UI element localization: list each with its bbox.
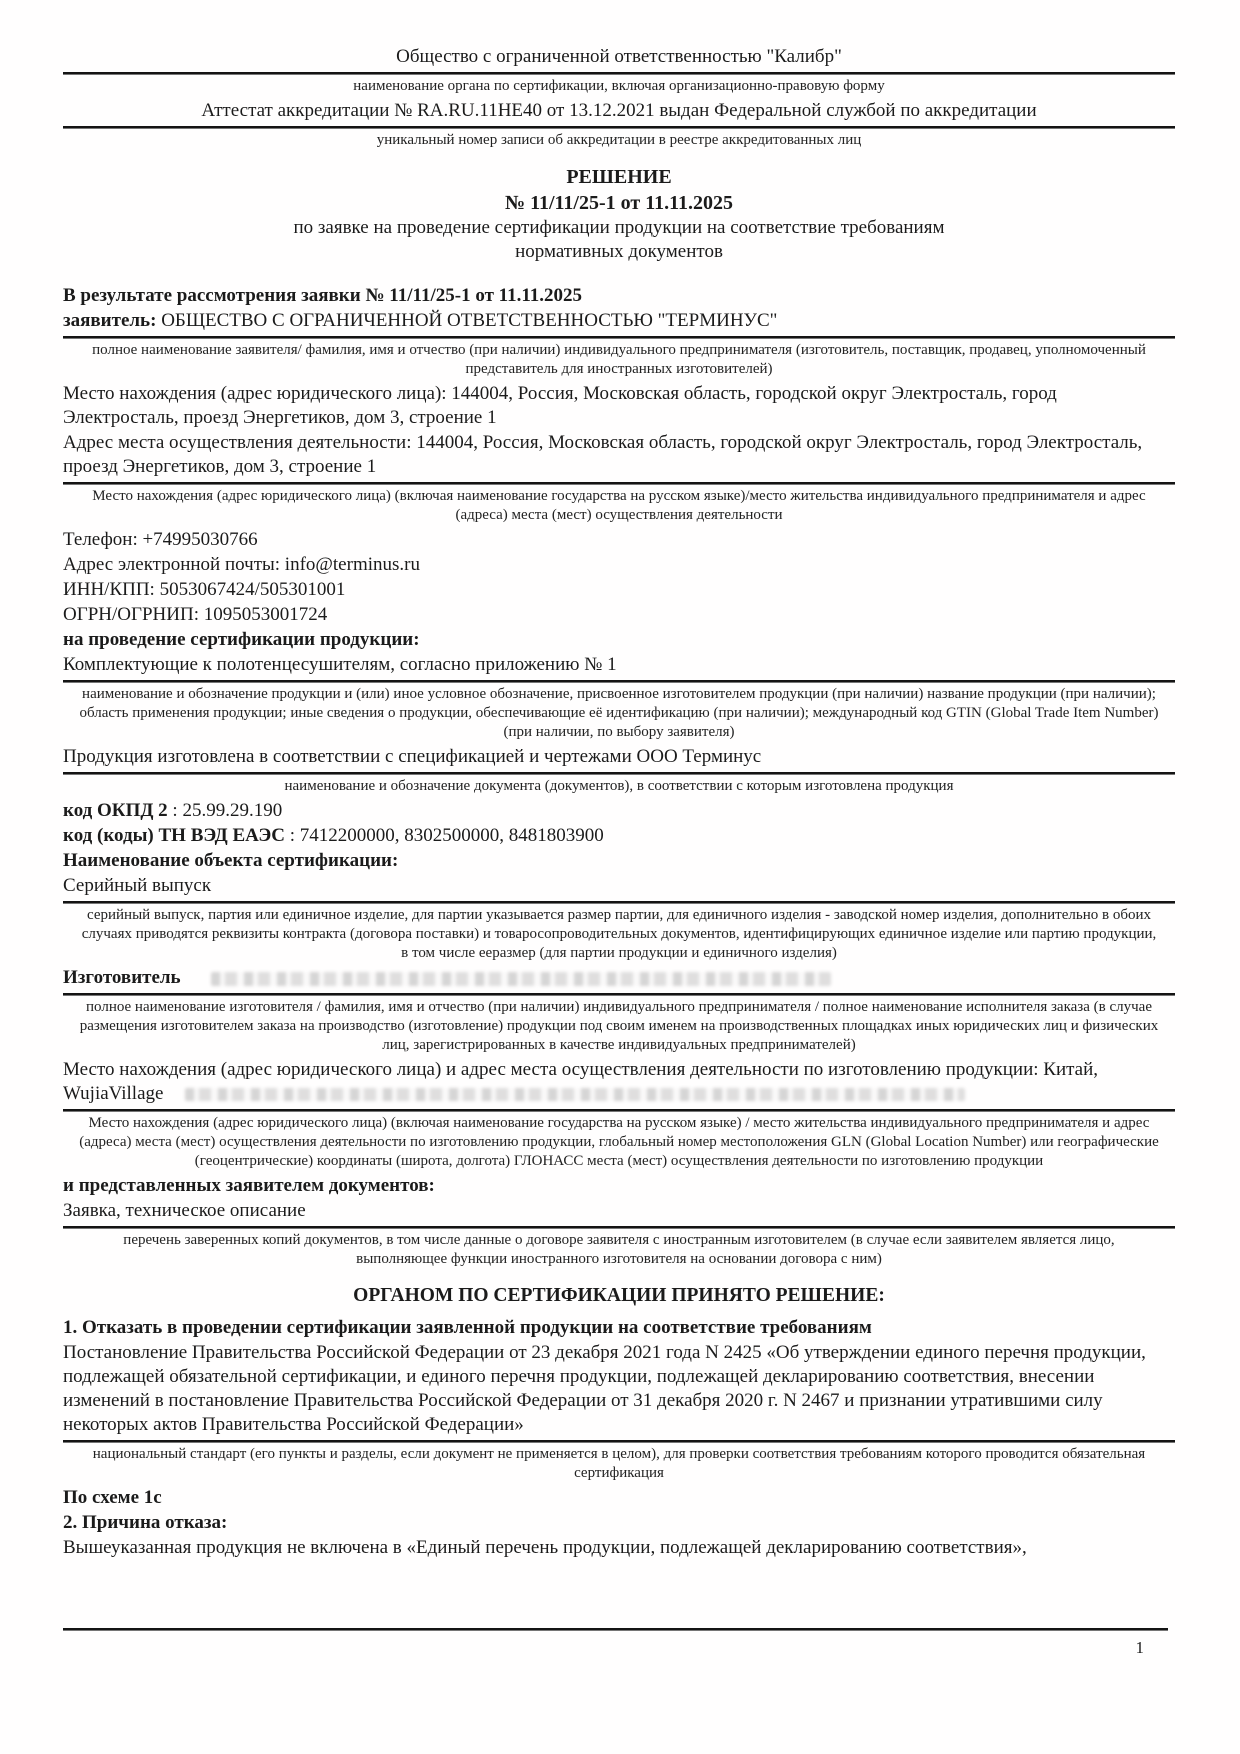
applicant-legal-address: Место нахождения (адрес юридического лица): 144004, Россия, Московская область, городской округ Электросталь, город Электросталь, проезд Энергетиков, дом 3, строение 1 bbox=[63, 383, 1057, 428]
product-name-caption: наименование и обозначение продукции и (или) иное условное обозначение, присвоенное изготовителем продукции (при наличии) название продукции (при наличии); область применения продукции; иные сведения о продукции, обеспечивающие её идентификацию (при наличии); международный код GTIN (Global Trade Item Number) (при наличии, по выбору заявителя) bbox=[79, 686, 1159, 740]
manufacturer-address-value: Китай, WujiaVillage bbox=[63, 1059, 1099, 1104]
decision-item1-label: 1. Отказать в проведении сертификации заявленной продукции на соответствие требованиям bbox=[63, 1317, 872, 1338]
manufacturer-address bbox=[63, 1058, 1175, 1106]
certification-object-value: Серийный выпуск bbox=[63, 875, 212, 896]
decision-heading: ОРГАНОМ ПО СЕРТИФИКАЦИИ ПРИНЯТО РЕШЕНИЕ: bbox=[353, 1285, 885, 1306]
manufacturer-caption: полное наименование изготовителя / фамилия, имя и отчество (при наличии) индивидуального предпринимателя / полное наименование исполнителя заказа (в случае размещения изготовителем заказа на производство (изготовление) продукции под своим именем на производственных площадках иных юридических лиц и физических лиц, зарегистрированных в качестве индивидуальных предпринимателей) bbox=[79, 999, 1159, 1053]
divider-line bbox=[63, 680, 1175, 683]
applicant-caption: полное наименование заявителя/ фамилия, имя и отчество (при наличии) индивидуального предпринимателя (изготовитель, поставщик, продавец, уполномоченный представитель для иностранных изготовителей) bbox=[92, 342, 1146, 377]
document-number: № 11/11/25-1 от 11.11.2025 bbox=[504, 192, 734, 214]
applicant-email: Адрес электронной почты: info@terminus.ru bbox=[63, 554, 420, 575]
divider-line bbox=[63, 336, 1175, 339]
decision-scheme: По схеме 1с bbox=[63, 1487, 162, 1508]
product-name: Комплектующие к полотенцесушителям, согласно приложению № 1 bbox=[63, 654, 617, 675]
decision-standard-caption: национальный стандарт (его пункты и разделы, если документ не применяется в целом), для проверки соответствия требованиям которого проводится обязательная сертификация bbox=[92, 1446, 1146, 1481]
divider-line bbox=[63, 1440, 1175, 1443]
applicant-address-caption: Место нахождения (адрес юридического лица) (включая наименование государства на русском языке)/место жительства индивидуального предпринимателя и адрес (адреса) места (мест) осуществления деятельности bbox=[92, 488, 1146, 523]
manufacturer-address-caption: Место нахождения (адрес юридического лица) (включая наименование государства на русском языке) / место жительства индивидуального предпринимателя и адрес (адреса) места (мест) осуществления деятельности по изготовлению продукции, глобальный номер местоположения GLN (Global Location Number) или географические (геоцентрические) координаты (широта, долгота) ГЛОНАСС места (мест) осуществления деятельности по изготовлению продукции bbox=[79, 1115, 1159, 1169]
okpd-code-line bbox=[63, 799, 1175, 823]
applicant-value: ОБЩЕСТВО С ОГРАНИЧЕННОЙ ОТВЕТСТВЕННОСТЬЮ "ТЕРМИНУС" bbox=[156, 310, 778, 331]
documents-label: и представленных заявителем документов: bbox=[63, 1175, 435, 1196]
document-subtitle-line1: по заявке на проведение сертификации продукции на соответствие требованиям bbox=[293, 217, 945, 238]
product-doc-caption: наименование и обозначение документа (документов), в соответствии с которым изготовлена продукция bbox=[284, 778, 954, 794]
okpd-code-label: код ОКПД 2 bbox=[63, 800, 168, 821]
tnved-code-label: код (коды) ТН ВЭД ЕАЭС bbox=[63, 825, 286, 846]
applicant-label: заявитель: bbox=[63, 310, 157, 331]
manufacturer-line bbox=[63, 966, 1175, 990]
document-title-block bbox=[63, 164, 1175, 264]
divider-line bbox=[63, 482, 1175, 485]
scan-bleed-artifact bbox=[185, 1088, 965, 1101]
certification-body-name: Общество с ограниченной ответственностью "Калибр" bbox=[396, 46, 842, 67]
divider-line bbox=[63, 901, 1175, 904]
applicant-line bbox=[63, 309, 1175, 333]
divider-line bbox=[63, 126, 1175, 129]
divider-line bbox=[63, 993, 1175, 996]
divider-line bbox=[63, 772, 1175, 775]
applicant-ogrn: ОГРН/ОГРНИП: 1095053001724 bbox=[63, 604, 328, 625]
applicant-phone: Телефон: +74995030766 bbox=[63, 529, 258, 550]
okpd-code-value: : 25.99.29.190 bbox=[167, 800, 283, 821]
applicant-inn-kpp: ИНН/КПП: 5053067424/505301001 bbox=[63, 579, 346, 600]
footer-divider-line bbox=[63, 1628, 1168, 1631]
page-number: 1 bbox=[1135, 1638, 1144, 1657]
divider-line bbox=[63, 1226, 1175, 1229]
accreditation-caption: уникальный номер записи об аккредитации в реестре аккредитованных лиц bbox=[376, 132, 862, 148]
document-title: РЕШЕНИЕ bbox=[566, 166, 672, 188]
decision-item1-text: Постановление Правительства Российской Федерации от 23 декабря 2021 года N 2425 «Об утверждении единого перечня продукции, подлежащей обязательной сертификации, и единого перечня продукции, подлежащей декларированию соответствия, внесении изменений в постановление Правительства Российской Федерации от 31 декабря 2020 г. N 2467 и признании утратившими силу некоторых актов Правительства Российской Федерации» bbox=[63, 1342, 1146, 1435]
scan-bleed-artifact bbox=[211, 972, 831, 986]
certification-object-label: Наименование объекта сертификации: bbox=[63, 850, 399, 871]
documents-caption: перечень заверенных копий документов, в том числе данные о договоре заявителя с иностранным изготовителем (в случае если заявителем является лицо, выполняющее функции иностранного изготовителя на основании договора с ним) bbox=[123, 1232, 1115, 1267]
documents-value: Заявка, техническое описание bbox=[63, 1200, 306, 1221]
tnved-code-line bbox=[63, 824, 1175, 848]
manufacturer-address-intro: Место нахождения (адрес юридического лица) и адрес места осуществления деятельности по изготовлению продукции: bbox=[63, 1059, 1039, 1080]
certification-body-caption: наименование органа по сертификации, включая организационно-правовую форму bbox=[353, 78, 885, 94]
certification-object-caption: серийный выпуск, партия или единичное изделие, для партии указывается размер партии, для единичного изделия - заводской номер изделия, дополнительно в обоих случаях приводятся реквизиты контракта (договора поставки) и товаросопроводительных документов, идентифицирующих единичное изделие или партию продукции, в том числе ееразмер (для партии продукции и единичного изделия) bbox=[81, 907, 1157, 961]
decision-item2-text: Вышеуказанная продукция не включена в «Единый перечень продукции, подлежащей декларированию соответствия», bbox=[63, 1537, 1027, 1558]
applicant-activity-address: Адрес места осуществления деятельности: 144004, Россия, Московская область, городской округ Электросталь, город Электросталь, проезд Энергетиков, дом 3, строение 1 bbox=[63, 432, 1143, 477]
manufacturer-label: Изготовитель bbox=[63, 967, 181, 988]
divider-line bbox=[63, 1109, 1175, 1112]
product-made-according: Продукция изготовлена в соответствии с спецификацией и чертежами ООО Терминус bbox=[63, 746, 762, 767]
application-result-line: В результате рассмотрения заявки № 11/11/25-1 от 11.11.2025 bbox=[63, 285, 583, 306]
tnved-code-value: : 7412200000, 8302500000, 8481803900 bbox=[285, 825, 604, 846]
document-subtitle-line2: нормативных документов bbox=[515, 241, 723, 262]
divider-line bbox=[63, 72, 1175, 75]
product-section-label: на проведение сертификации продукции: bbox=[63, 629, 420, 650]
decision-item2-label: 2. Причина отказа: bbox=[63, 1512, 228, 1533]
accreditation-line: Аттестат аккредитации № RA.RU.11НЕ40 от 13.12.2021 выдан Федеральной службой по аккредитации bbox=[201, 100, 1037, 121]
